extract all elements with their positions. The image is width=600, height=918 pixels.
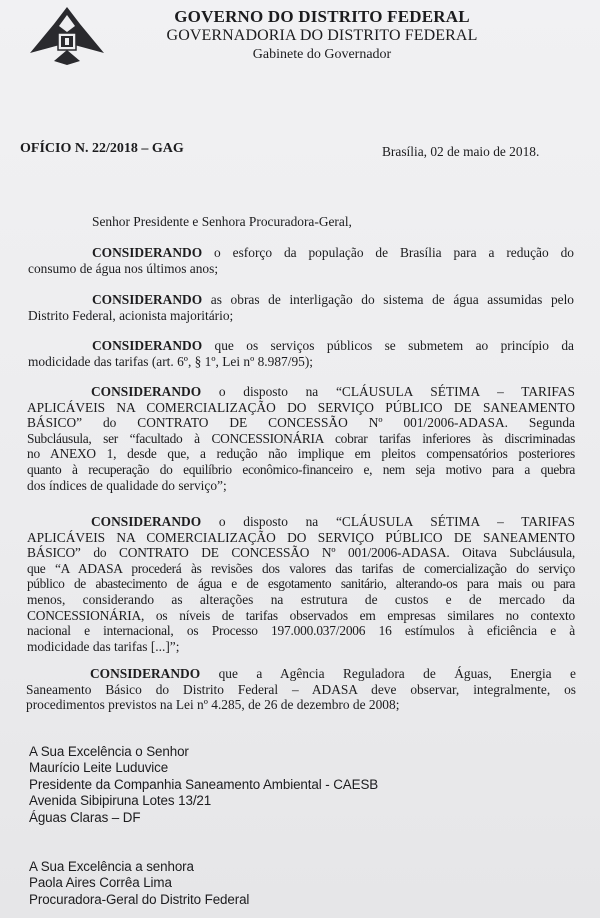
letterhead-government: GOVERNO DO DISTRITO FEDERAL [174, 7, 470, 26]
considerando-label: CONSIDERANDO [92, 338, 203, 353]
considerando-label: CONSIDERANDO [90, 666, 201, 681]
oficio-number: OFÍCIO N. 22/2018 – GAG [20, 141, 184, 156]
considerando-paragraph: CONSIDERANDO o disposto na “CLÁUSULA SÉTIMA – TARIFAS APLICÁVEIS NA COMERCIALIZAÇÃO DO SERVIÇO PÚBLICO DE SANEAMENTO BÁSICO” do CONTRATO DE CONCESSÃO Nº 001/2006-ADASA. Oitava Subcláusula, que “A ADASA procederá às revisões dos valores das tarifas de comercialização do serviço público de abastecimento de água e de esgotamento sanitário, alterando-os para mais ou para menos, considerando as alterações na estrutura de custos e de mercado da CONCESSIONÁRIA, os níveis de tarifas observados em empresas similares no contexto nacional e internacional, os Processo 197.000.037/2006 16 estímulos à eficiência e à modicidade das tarifas [...]”; [27, 514, 575, 654]
considerando-label: CONSIDERANDO [92, 292, 203, 307]
letterhead-cabinet: Gabinete do Governador [252, 47, 392, 62]
considerando-paragraph: CONSIDERANDO que os serviços públicos se submetem ao princípio da modicidade das tarifas (art. 6º, § 1º, Lei nº 8.987/95); [28, 338, 574, 369]
letterhead-governadoria: GOVERNADORIA DO DISTRITO FEDERAL [166, 27, 478, 44]
considerando-label: CONSIDERANDO [91, 514, 202, 529]
addressee-block-president: A Sua Excelência o Senhor Maurício Leite Luduvice Presidente da Companhia Saneamento Ambiental - CAESB Avenida Sibipiruna Lotes 13/21 Águas Claras – DF [29, 744, 379, 825]
addressee-block-procuradora: A Sua Excelência a senhora Paola Aires Corrêa Lima Procuradora-Geral do Distrito Federal [29, 859, 250, 907]
considerando-paragraph: CONSIDERANDO o disposto na “CLÁUSULA SÉTIMA – TARIFAS APLICÁVEIS NA COMERCIALIZAÇÃO DO SERVIÇO PÚBLICO DE SANEAMENTO BÁSICO” do CONTRATO DE CONCESSÃO Nº 001/2006-ADASA. Segunda Subcláusula, ser “facultado à CONCESSIONÁRIA cobrar tarifas inferiores às discriminadas no ANEXO 1, desde que, a redução não implique em pleitos compensatórios posteriores quanto à recuperação do equilíbrio econômico-financeiro e, nem seja motivo para a quebra dos índices de qualidade do serviço”; [27, 384, 575, 493]
considerando-label: CONSIDERANDO [91, 384, 202, 399]
salutation: Senhor Presidente e Senhora Procuradora-Geral, [92, 214, 352, 229]
considerando-paragraph: CONSIDERANDO o esforço da população de Brasília para a redução do consumo de água nos últimos anos; [28, 245, 574, 276]
considerando-label: CONSIDERANDO [92, 245, 203, 260]
considerando-paragraph: CONSIDERANDO as obras de interligação do sistema de água assumidas pelo Distrito Federal, acionista majoritário; [28, 292, 574, 323]
place-date: Brasília, 02 de maio de 2018. [382, 144, 540, 159]
considerando-paragraph: CONSIDERANDO que a Agência Reguladora de Águas, Energia e Saneamento Básico do Distrito Federal – ADASA deve observar, integralmente, os procedimentos previstos na Lei nº 4.285, de 26 de dezembro de 2008; [26, 666, 576, 713]
